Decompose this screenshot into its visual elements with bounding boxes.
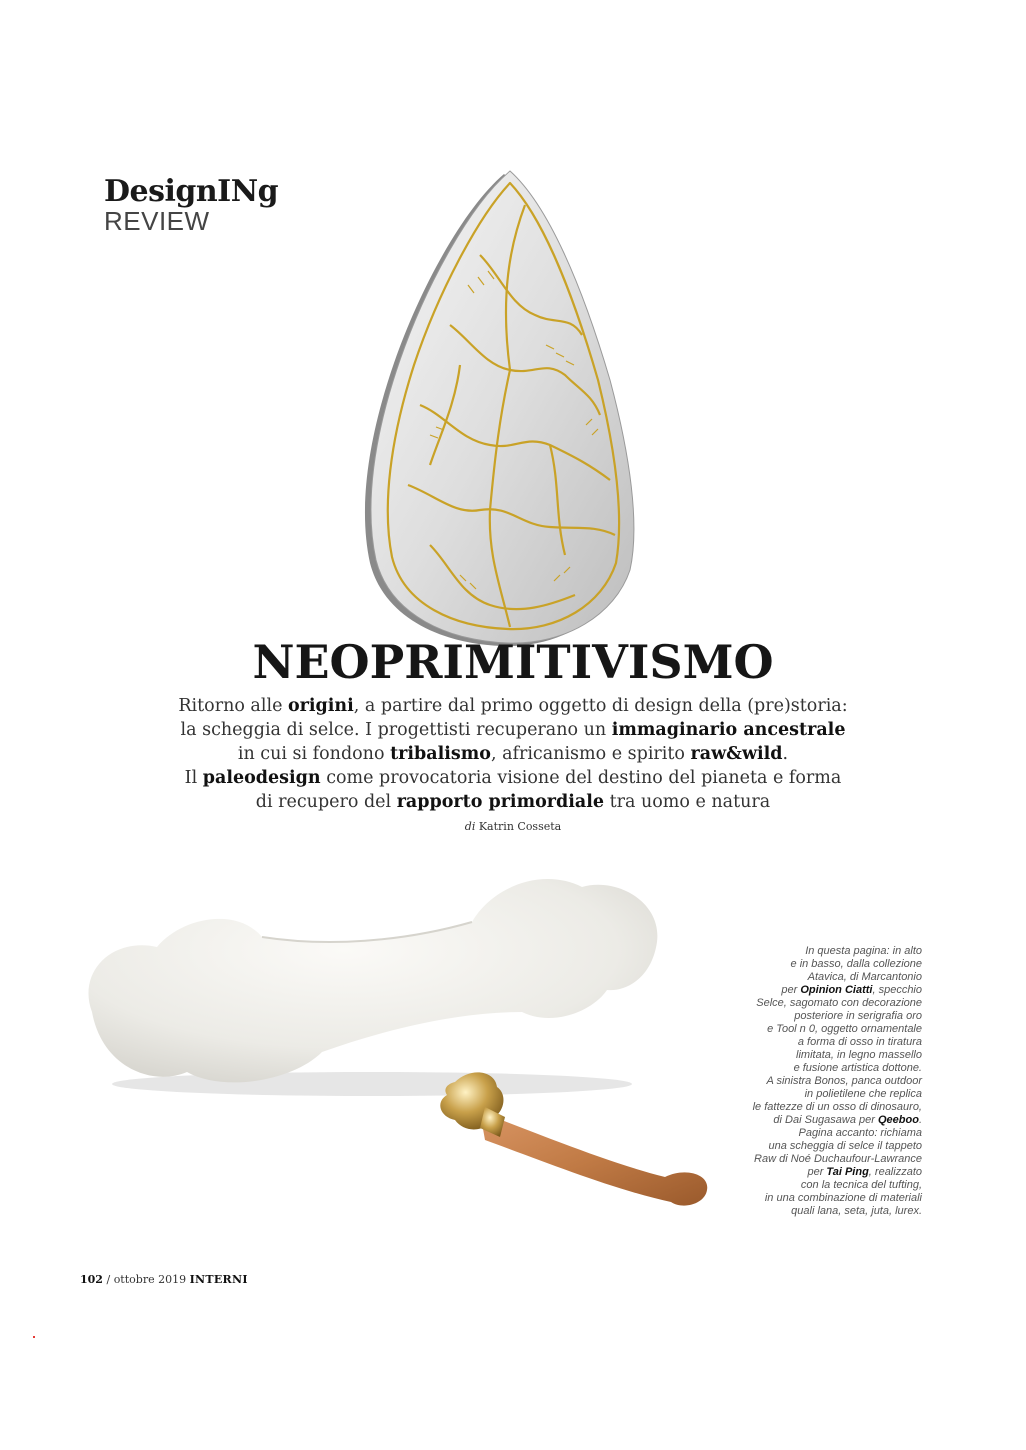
section-logo (104, 176, 278, 234)
magazine-name: INTERNI (189, 1273, 248, 1286)
page-number: 102 (80, 1273, 103, 1286)
page-folio (80, 1273, 248, 1286)
bone-tool-image (425, 1062, 725, 1212)
article-title: NEOPRIMITIVISMO (252, 635, 774, 689)
standfirst-line: Il paleodesign come provocatoria visione del destino del pianeta e forma (184, 768, 842, 788)
standfirst-line: in cui si fondono tribalismo, africanismo e spirito raw&wild. (237, 744, 789, 764)
article-standfirst (150, 694, 876, 814)
standfirst-line: Ritorno alle origini, a partire dal primo oggetto di design della (pre)storia: (178, 696, 848, 716)
print-mark (33, 1336, 35, 1338)
byline-author: Katrin Cosseta (478, 820, 562, 833)
flint-mirror-image (360, 165, 650, 647)
section-brand: DesignINg (104, 174, 279, 209)
byline (0, 820, 1026, 833)
folio-separator: / (106, 1273, 111, 1286)
standfirst-line: di recupero del rapporto primordiale tra uomo e natura (255, 792, 771, 812)
standfirst-line: la scheggia di selce. I progettisti recuperano un immaginario ancestrale (180, 720, 846, 740)
byline-prefix: di (464, 820, 476, 833)
issue-date: ottobre 2019 (113, 1273, 187, 1286)
section-subtitle: REVIEW (104, 206, 210, 236)
photo-caption: In questa pagina: in alto e in basso, dalla collezione Atavica, di Marcantonio per Opinion Ciatti, specchio Selce, sagomato con decorazione posteriore in serigrafia oro e Tool n 0, oggetto ornamentale a forma di osso in tiratura limitata, in legno massello e fusione artistica dottone. A sinistra Bonos, panca outdoor in polietilene che replica le fattezze di un osso di dinosauro, di Dai Sugasawa per Qeeboo. Pagina accanto: richiama una scheggia di selce il tappeto Raw di Noé Duchaufour-Lawrance per Tai Ping, realizzato con la tecnica del tufting, in una combinazione di materiali quali lana, seta, juta, lurex. (752, 945, 922, 1217)
